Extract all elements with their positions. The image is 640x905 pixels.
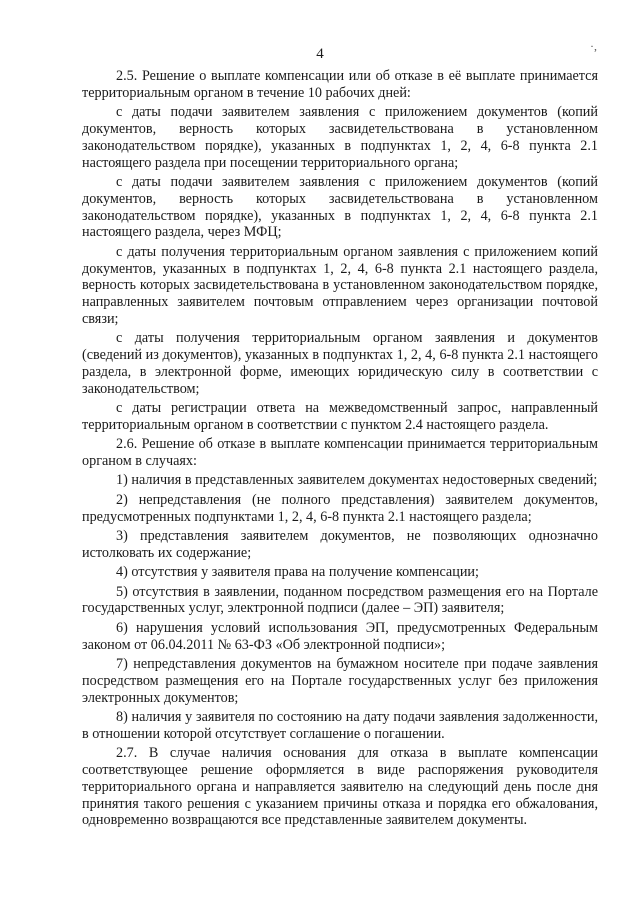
paragraph-2-6: 2.6. Решение об отказе в выплате компенсации принимается территориальным органом в случаях: <box>82 436 598 470</box>
paragraph-item: с даты регистрации ответа на межведомственный запрос, направленный территориальным органом в соответствии с пунктом 2.4 настоящего раздела. <box>82 400 598 433</box>
list-item: 7) непредставления документов на бумажном носителе при подаче заявления посредством размещения его на Портале государственных услуг без приложения электронных документов; <box>82 656 598 706</box>
corner-mark: ·, <box>590 39 597 53</box>
paragraph-item: с даты получения территориальным органом заявления и документов (сведений из документов), указанных в подпунктах 1, 2, 4, 6-8 пункта 2.1 настоящего раздела, в электронной форме, имеющих юридическую силу в соответствии с законодательством; <box>82 330 598 397</box>
paragraph-item: с даты подачи заявителем заявления с приложением документов (копий документов, верность которых засвидетельствована в установленном законодательством порядке), указанных в подпунктах 1, 2, 4, 6-8 пункта 2.1 настоящего раздела при посещении территориального органа; <box>82 104 598 171</box>
list-item: 4) отсутствия у заявителя права на получение компенсации; <box>116 564 479 581</box>
list-item: 2) непредставления (не полного представления) заявителем документов, предусмотренных подпунктами 1, 2, 4, 6-8 пункта 2.1 настоящего раздела; <box>82 491 598 525</box>
list-item: 3) представления заявителем документов, не позволяющих однозначно истолковать их содержание; <box>82 528 598 561</box>
list-item: 1) наличия в представленных заявителем документах недостоверных сведений; <box>116 472 598 489</box>
paragraph-2-5: 2.5. Решение о выплате компенсации или об отказе в её выплате принимается территориальным органом в течение 10 рабочих дней: <box>82 68 598 101</box>
list-item: 8) наличия у заявителя по состоянию на дату подачи заявления задолженности, в отношении которой отсутствует соглашение о погашении. <box>82 709 598 742</box>
paragraph-2-7: 2.7. В случае наличия основания для отказа в выплате компенсации соответствующее решение оформляется в виде распоряжения руководителя территориального органа и направляется заявителю на следующий день после дня принятия такого решения с указанием причины отказа и порядка его обжалования, одновременно возвращаются все представленные заявителем документы. <box>82 745 598 829</box>
paragraph-item: с даты получения территориальным органом заявления с приложением копий документов, указанных в подпунктах 1, 2, 4, 6-8 пункта 2.1 настоящего раздела, верность которых засвидетельствована в установленном законодательством порядке, направленных заявителем почтовым отправлением через организации почтовой связи; <box>82 243 598 327</box>
paragraph-item: с даты подачи заявителем заявления с приложением документов (копий документов, верность которых засвидетельствована в установленном законодательством порядке), указанных в подпунктах 1, 2, 4, 6-8 пункта 2.1 настоящего раздела, через МФЦ; <box>82 173 598 241</box>
list-item: 5) отсутствия в заявлении, поданном посредством размещения его на Портале государственных услуг, электронной подписи (далее – ЭП) заявителя; <box>82 583 598 617</box>
page-number: 4 <box>316 46 324 62</box>
document-body <box>82 68 598 832</box>
list-item: 6) нарушения условий использования ЭП, предусмотренных Федеральным законом от 06.04.2011 № 63-ФЗ «Об электронной подписи»; <box>82 619 598 653</box>
